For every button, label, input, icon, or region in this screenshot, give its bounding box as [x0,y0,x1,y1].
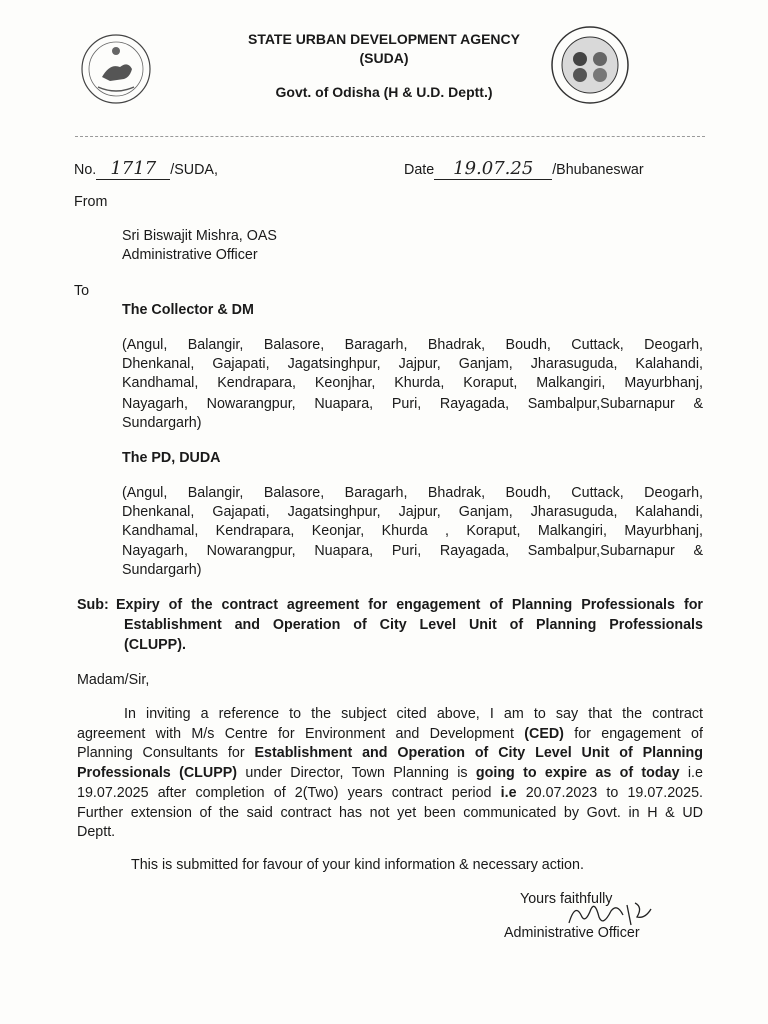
subject-line: Establishment and Operation of City Level Unit of Planning Professionals [124,617,703,633]
body-line: In inviting a reference to the subject cited above, I am to say that the contract [124,706,703,722]
district-list-line: (Angul, Balangir, Balasore, Baragarh, Bhadrak, Boudh, Cuttack, Deogarh, [122,485,703,501]
district-list-line: Kandhamal, Kendrapara, Keonjhar, Khurda, Koraput, Malkangiri, Mayurbhanj, [122,375,703,391]
yours-faithfully: Yours faithfully [520,891,613,907]
ref-no-handwritten: 1717 [96,158,170,180]
body-line: Deptt. [77,824,116,840]
agency-name: STATE URBAN DEVELOPMENT AGENCY [248,31,520,47]
addressee-collector: The Collector & DM [122,302,254,318]
body-line: agreement with M/s Centre for Environment and Development (CED) for engagement of [77,726,703,742]
from-label: From [74,194,108,210]
district-list-line: Nayagarh, Nowarangpur, Nuapara, Puri, Rayagada, Sambalpur,Subarnapur & [122,543,703,559]
signatory-designation: Administrative Officer [504,925,640,941]
body-line: Further extension of the said contract has not yet been communicated by Govt. in H & UD [77,805,703,821]
ref-no-label: No. [74,162,97,178]
addressee-pd-duda: The PD, DUDA [122,450,221,466]
suda-seal-icon [550,25,630,105]
reference-number [74,158,218,180]
closing-note: This is submitted for favour of your kind information & necessary action. [131,857,584,873]
district-list-line: (Angul, Balangir, Balasore, Baragarh, Bhadrak, Boudh, Cuttack, Deogarh, [122,337,703,353]
date-suffix: /Bhubaneswar [552,162,644,178]
ref-no-suffix: /SUDA, [170,162,218,178]
sender-designation: Administrative Officer [122,247,258,263]
odisha-emblem-icon [80,33,152,105]
date-label: Date [404,162,435,178]
body-line: Planning Consultants for Establishment and Operation of City Level Unit of Planning [77,745,703,761]
header-divider [75,136,705,137]
district-list-line: Nayagarh, Nowarangpur, Nuapara, Puri, Rayagada, Sambalpur,Subarnapur & [122,396,703,412]
government-department: Govt. of Odisha (H & U.D. Deptt.) [275,84,493,100]
body-line: Professionals (CLUPP) under Director, Town Planning is going to expire as of today i.e [77,765,703,781]
reference-date [404,158,644,180]
subject-label: Sub: [77,597,109,613]
agency-abbreviation: (SUDA) [359,50,409,66]
salutation: Madam/Sir, [77,672,150,688]
date-handwritten: 19.07.25 [434,158,552,180]
district-list-line: Sundargarh) [122,562,202,578]
subject-line: Expiry of the contract agreement for engagement of Planning Professionals for [116,597,703,613]
subject-line: (CLUPP). [124,637,186,653]
district-list-line: Dhenkanal, Gajapati, Jagatsinghpur, Jajpur, Ganjam, Jharasuguda, Kalahandi, [122,504,703,520]
to-label: To [74,283,90,299]
district-list-line: Dhenkanal, Gajapati, Jagatsinghpur, Jajpur, Ganjam, Jharasuguda, Kalahandi, [122,356,703,372]
body-line: 19.07.2025 after completion of 2(Two) years contract period i.e 20.07.2023 to 19.07.2025. [77,785,703,801]
sender-name: Sri Biswajit Mishra, OAS [122,228,277,244]
district-list-line: Kandhamal, Kendrapara, Keonjar, Khurda , Koraput, Malkangiri, Mayurbhanj, [122,523,703,539]
district-list-line: Sundargarh) [122,415,202,431]
